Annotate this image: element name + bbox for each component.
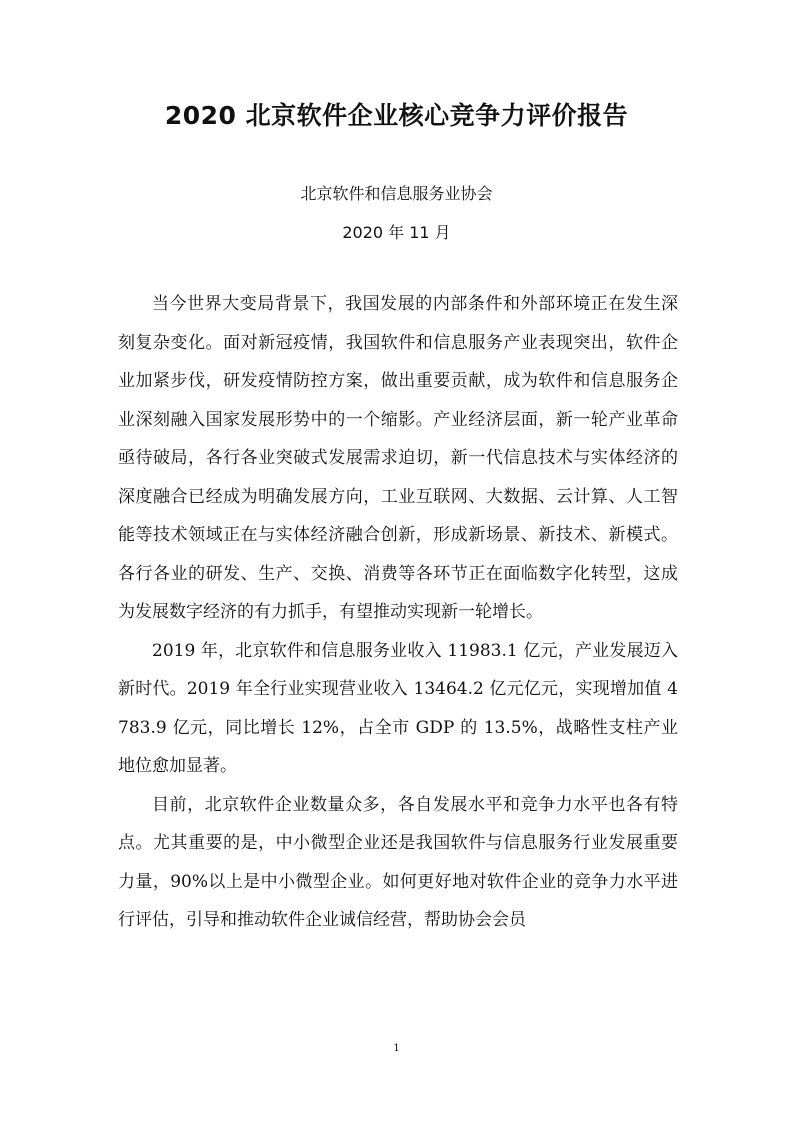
paragraph: 当今世界大变局背景下，我国发展的内部条件和外部环境正在发生深刻复杂变化。面对新冠疫情，我国软件和信息服务产业表现突出，软件企业加紧步伐，研发疫情防控方案，做出重要贡献，成为软件和信息服务企业深刻融入国家发展形势中的一个缩影。产业经济层面，新一轮产业革命亟待破局，各行各业突破式发展需求迫切，新一代信息技术与实体经济的深度融合已经成为明确发展方向，工业互联网、大数据、云计算、人工智能等技术领域正在与实体经济融合创新，形成新场景、新技术、新模式。各行各业的研发、生产、交换、消费等各环节正在面临数字化转型，这成为发展数字经济的有力抓手，有望推动实现新一轮增长。: [118, 294, 678, 622]
paragraph: 目前，北京软件企业数量众多，各自发展水平和竞争力水平也各有特点。尤其重要的是，中小微型企业还是我国软件与信息服务行业发展重要力量，90%以上是中小微型企业。如何更好地对软件企业的竞争力水平进行评估，引导和推动软件企业诚信经营，帮助协会会员: [118, 794, 678, 930]
publication-date: 2020 年 11 月: [342, 223, 451, 242]
document-title: 2020 北京软件企业核心竞争力评价报告: [164, 101, 629, 130]
paragraph: 2019 年，北京软件和信息服务业收入 11983.1 亿元，产业发展迈入新时代。2019 年全行业实现营业收入 13464.2 亿元亿元，实现增加值 4783.9 亿元，同比增长 12%，占全市 GDP 的 13.5%，战略性支柱产业地位愈加显著。: [118, 640, 678, 776]
page-number: 1: [393, 1043, 400, 1054]
author-organization: 北京软件和信息服务业协会: [300, 184, 493, 203]
body-text: [118, 285, 678, 940]
